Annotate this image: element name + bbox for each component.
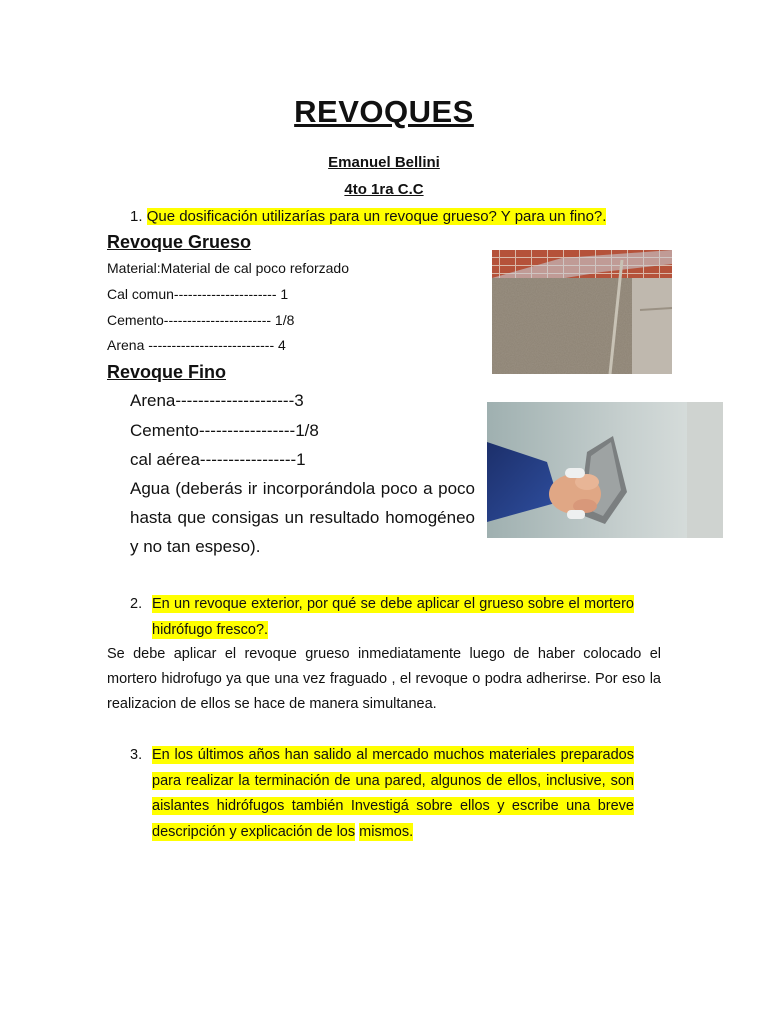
page-title: REVOQUES [294, 94, 474, 129]
author-name: Emanuel Bellini [328, 154, 440, 171]
rough-plaster-photo [492, 250, 672, 374]
revoque-fino-heading: Revoque Fino [107, 362, 227, 382]
question-3-text: En los últimos años han salido al mercado muchos materiales preparados para realizar la terminación de una pared, algunos de ellos, inclusive, son aislantes hidrófugos también Investigá sobre ellos y escribe una breve descripción y explicación de los [152, 747, 634, 840]
question-1-number: 1. [130, 208, 143, 225]
question-1-text: Que dosificación utilizarías para un revoque grueso? Y para un fino?. [146, 208, 607, 225]
question-1 [130, 208, 606, 225]
fino-cemento-line: Cemento-----------------1/8 [130, 421, 319, 440]
question-2-text: En un revoque exterior, por qué se debe aplicar el grueso sobre el mortero hidrófugo fresco?. [152, 596, 634, 638]
question-2-number: 2. [130, 596, 143, 612]
question-2-answer: Se debe aplicar el revoque grueso inmediatamente luego de haber colocado el mortero hidrofugo ya que una vez fraguado , el revoque o podra adherirse. Por eso la realizacion de ellos se hace de manera simultanea. [107, 646, 661, 712]
grueso-cemento-line: Cemento----------------------- 1/8 [107, 312, 295, 328]
grueso-arena-line: Arena --------------------------- 4 [107, 337, 286, 353]
grueso-material-line: Material:Material de cal poco reforzado [107, 260, 350, 276]
fino-cal-aerea-line: cal aérea-----------------1 [130, 450, 306, 469]
course-label: 4to 1ra C.C [344, 181, 424, 198]
question-3-number: 3. [130, 747, 143, 763]
fino-arena-line: Arena---------------------3 [130, 391, 304, 410]
question-2 [152, 592, 634, 643]
trowel-photo [487, 402, 723, 538]
revoque-grueso-heading: Revoque Grueso [107, 232, 252, 252]
grueso-cal-line: Cal comun---------------------- 1 [107, 286, 289, 302]
question-3 [152, 743, 634, 845]
fino-agua-paragraph: Agua (deberás ir incorporándola poco a poco hasta que consigas un resultado homogéneo y no tan espeso). [130, 479, 475, 556]
question-3-text-end: mismos. [359, 823, 414, 840]
